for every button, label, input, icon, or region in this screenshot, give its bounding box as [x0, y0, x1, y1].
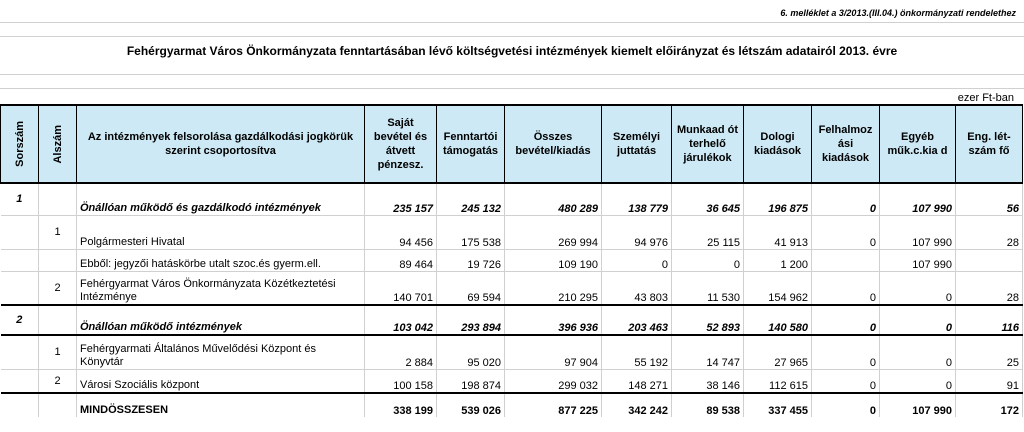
row-value: 27 965 — [744, 335, 812, 369]
row-alszam: 1 — [39, 335, 77, 369]
table-row — [1, 249, 1023, 271]
row-value: 0 — [812, 393, 880, 417]
row-value: 95 020 — [437, 335, 505, 369]
row-value: 0 — [880, 271, 956, 305]
row-value: 0 — [880, 335, 956, 369]
row-value: 342 242 — [602, 393, 672, 417]
row-alszam — [39, 393, 77, 417]
row-value: 0 — [672, 249, 744, 271]
row-value: 0 — [880, 369, 956, 393]
row-value: 25 115 — [672, 215, 744, 249]
header-szemelyi: Személyi juttatás — [602, 105, 672, 183]
row-value: 28 — [956, 271, 1023, 305]
header-munkaado: Munkaad ót terhelő járulékok — [672, 105, 744, 183]
row-value: 91 — [956, 369, 1023, 393]
row-value: 94 456 — [365, 215, 437, 249]
row-value: 89 538 — [672, 393, 744, 417]
row-value: 140 701 — [365, 271, 437, 305]
header-fenntartoi: Fenntartói támogatás — [437, 105, 505, 183]
row-value: 100 158 — [365, 369, 437, 393]
row-value: 877 225 — [505, 393, 602, 417]
table-row — [1, 215, 1023, 249]
row-value: 89 464 — [365, 249, 437, 271]
row-value: 269 994 — [505, 215, 602, 249]
row-value — [956, 249, 1023, 271]
header-felhalmozasi: Felhalmoz ási kiadások — [812, 105, 880, 183]
header-letszam: Eng. lét-szám fő — [956, 105, 1023, 183]
row-value: 107 990 — [880, 215, 956, 249]
row-value: 36 645 — [672, 183, 744, 215]
row-name: Önállóan működő és gazdálkodó intézmények — [77, 183, 365, 215]
row-value: 172 — [956, 393, 1023, 417]
row-value: 28 — [956, 215, 1023, 249]
row-value: 94 976 — [602, 215, 672, 249]
page-title: Fehérgyarmat Város Önkormányzata fenntartásában lévő költségvetési intézmények kiemelt előirányzat és létszám adatairól 2013. évre — [126, 44, 898, 58]
row-value: 337 455 — [744, 393, 812, 417]
grid-line — [0, 36, 1024, 37]
row-name: MINDÖSSZESEN — [77, 393, 365, 417]
row-sorszam — [1, 271, 39, 305]
row-value: 116 — [956, 305, 1023, 335]
row-value: 196 875 — [744, 183, 812, 215]
row-sorszam: 2 — [1, 305, 39, 335]
row-name: Városi Szociális központ — [77, 369, 365, 393]
annex-note: 6. melléklet a 3/2013.(III.04.) önkormányzati rendelethez — [780, 8, 1016, 18]
row-value: 293 894 — [437, 305, 505, 335]
row-value: 0 — [812, 305, 880, 335]
row-value: 0 — [812, 369, 880, 393]
row-value: 19 726 — [437, 249, 505, 271]
row-value: 396 936 — [505, 305, 602, 335]
header-alszam: Alszám — [39, 105, 77, 183]
table-row — [1, 271, 1023, 305]
row-sorszam — [1, 393, 39, 417]
row-value: 203 463 — [602, 305, 672, 335]
row-name: Önállóan működő intézmények — [77, 305, 365, 335]
header-egyeb: Egyéb műk.c.kia d — [880, 105, 956, 183]
row-sorszam — [1, 249, 39, 271]
row-value: 0 — [602, 249, 672, 271]
row-alszam: 2 — [39, 271, 77, 305]
table-row — [1, 393, 1023, 417]
row-value: 107 990 — [880, 393, 956, 417]
row-sorszam — [1, 335, 39, 369]
header-dologi: Dologi kiadások — [744, 105, 812, 183]
row-value: 235 157 — [365, 183, 437, 215]
row-value: 52 893 — [672, 305, 744, 335]
row-value: 112 615 — [744, 369, 812, 393]
row-name: Ebből: jegyzői hatáskörbe utalt szoc.és gyerm.ell. — [77, 249, 365, 271]
row-value: 109 190 — [505, 249, 602, 271]
row-sorszam — [1, 215, 39, 249]
row-value: 198 874 — [437, 369, 505, 393]
row-alszam — [39, 183, 77, 215]
table-row — [1, 369, 1023, 393]
row-value: 107 990 — [880, 249, 956, 271]
row-value: 148 271 — [602, 369, 672, 393]
row-value: 0 — [812, 271, 880, 305]
budget-table — [0, 104, 1023, 417]
row-value: 107 990 — [880, 183, 956, 215]
row-sorszam — [1, 369, 39, 393]
header-name: Az intézmények felsorolása gazdálkodási jogkörük szerint csoportosítva — [77, 105, 365, 183]
row-value: 69 594 — [437, 271, 505, 305]
row-value: 245 132 — [437, 183, 505, 215]
header-sajat: Saját bevétel és átvett pénzesz. — [365, 105, 437, 183]
unit-label: ezer Ft-ban — [957, 92, 1014, 104]
row-name: Fehérgyarmati Általános Művelődési Központ és Könyvtár — [77, 335, 365, 369]
row-value: 41 913 — [744, 215, 812, 249]
row-value: 56 — [956, 183, 1023, 215]
row-value: 480 289 — [505, 183, 602, 215]
table-row — [1, 335, 1023, 369]
row-value: 43 803 — [602, 271, 672, 305]
row-value: 539 026 — [437, 393, 505, 417]
row-value: 0 — [812, 215, 880, 249]
row-value: 2 884 — [365, 335, 437, 369]
grid-line — [0, 22, 1024, 23]
row-value: 97 904 — [505, 335, 602, 369]
row-value: 338 199 — [365, 393, 437, 417]
row-value: 210 295 — [505, 271, 602, 305]
row-value: 55 192 — [602, 335, 672, 369]
row-alszam — [39, 249, 77, 271]
row-value: 14 747 — [672, 335, 744, 369]
header-sorszam: Sorszám — [1, 105, 39, 183]
row-alszam: 1 — [39, 215, 77, 249]
row-value: 103 042 — [365, 305, 437, 335]
row-sorszam: 1 — [1, 183, 39, 215]
row-name: Polgármesteri Hivatal — [77, 215, 365, 249]
grid-line — [0, 88, 1024, 89]
row-alszam — [39, 305, 77, 335]
row-value: 38 146 — [672, 369, 744, 393]
table-row — [1, 183, 1023, 215]
table-row — [1, 305, 1023, 335]
grid-line — [0, 74, 1024, 75]
row-value: 175 538 — [437, 215, 505, 249]
row-value: 138 779 — [602, 183, 672, 215]
row-value: 299 032 — [505, 369, 602, 393]
row-value: 0 — [812, 335, 880, 369]
row-value: 0 — [880, 305, 956, 335]
row-value: 11 530 — [672, 271, 744, 305]
row-name: Fehérgyarmat Város Önkormányzata Közétkeztetési Intézménye — [77, 271, 365, 305]
header-row — [1, 105, 1023, 183]
row-value: 0 — [812, 183, 880, 215]
row-value: 140 580 — [744, 305, 812, 335]
header-osszes: Összes bevétel/kiadás — [505, 105, 602, 183]
row-value — [812, 249, 880, 271]
row-value: 154 962 — [744, 271, 812, 305]
row-value: 25 — [956, 335, 1023, 369]
row-value: 1 200 — [744, 249, 812, 271]
row-alszam: 2 — [39, 369, 77, 393]
